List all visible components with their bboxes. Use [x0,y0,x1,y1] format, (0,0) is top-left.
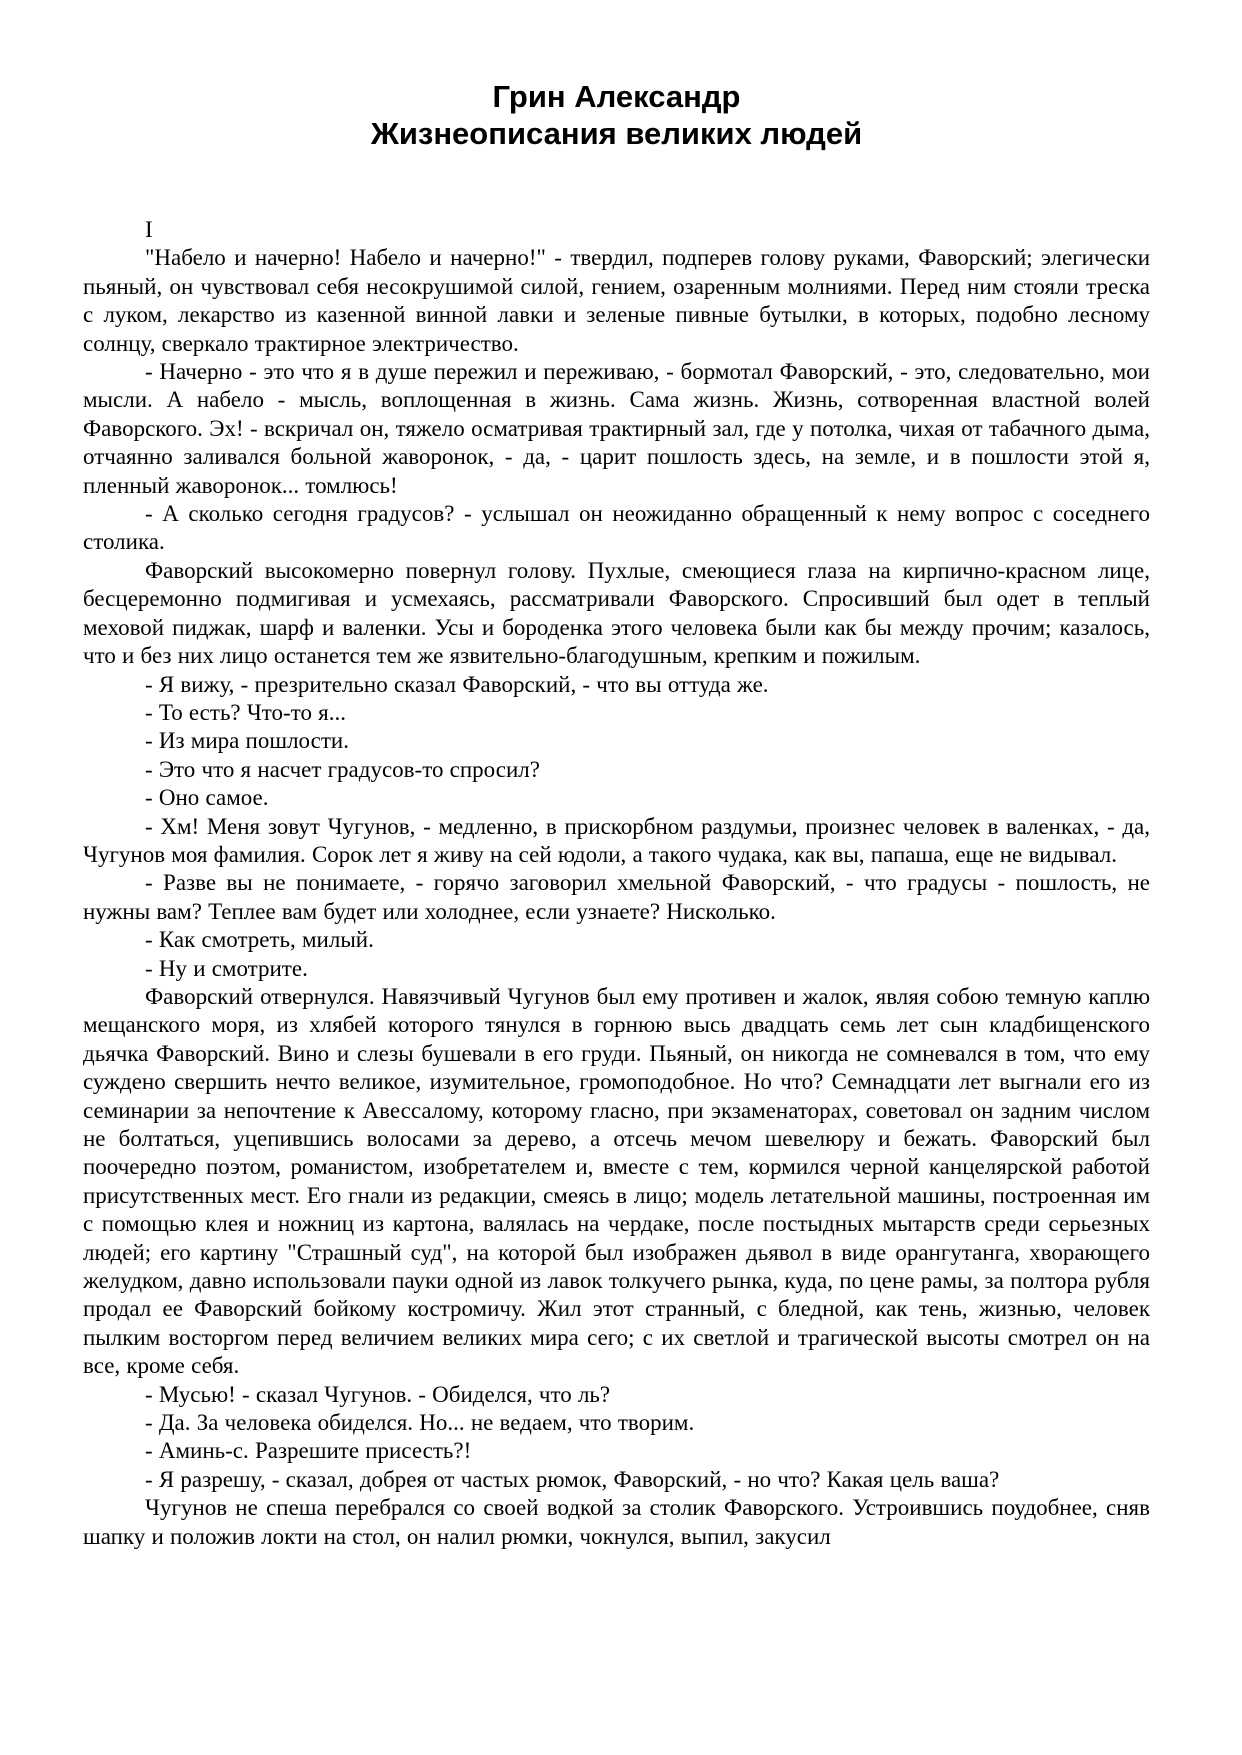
paragraph: - Я разрешу, - сказал, добрея от частых рюмок, Фаворский, - но что? Какая цель ваша? [145,1466,1000,1492]
document-title: Жизнеописания великих людей [370,116,863,151]
paragraph: - То есть? Что-то я... [145,699,346,725]
paragraph: - Ну и смотрите. [145,955,308,981]
paragraph: Чугунов не спеша перебрался со своей водкой за столик Фаворского. Устроившись поудобнее, сняв шапку и положив локти на стол, он налил рюмки, чокнулся, выпил, закусил [83,1495,1150,1549]
text-column [83,0,1150,1551]
paragraph: - Да. За человека обиделся. Но... не ведаем, что творим. [145,1410,695,1436]
paragraph: - Как смотреть, милый. [145,927,374,953]
document-author: Грин Александр [492,79,741,114]
paragraph: - Хм! Меня зовут Чугунов, - медленно, в прискорбном раздумьи, произнес человек в валенках, - да, Чугунов моя фамилия. Сорок лет я живу на сей юдоли, а такого чудака, как вы, папаша, еще не видывал. [83,813,1150,867]
paragraph: - Аминь-с. Разрешите присесть?! [145,1438,472,1464]
paragraph: - Мусью! - сказал Чугунов. - Обиделся, что ль? [145,1381,611,1407]
paragraph: - Это что я насчет градусов-то спросил? [145,756,540,782]
document-title-block [83,78,1150,152]
paragraph: - А сколько сегодня градусов? - услышал он неожиданно обращенный к нему вопрос с соседнего столика. [83,501,1150,555]
paragraph: - Из мира пошлости. [145,728,349,754]
paragraph: "Набело и начерно! Набело и начерно!" - твердил, подперев голову руками, Фаворский; элегически пьяный, он чувствовал себя несокрушимой силой, гением, озаренным молниями. Перед ним стояли треска с луком, лекарство из казенной винной лавки и зеленые пивные бутылки, в которых, подобно лесному солнцу, сверкало трактирное электричество. [83,245,1150,356]
paragraph: - Оно самое. [145,785,269,811]
paragraph: Фаворский высокомерно повернул голову. Пухлые, смеющиеся глаза на кирпично-красном лице, бесцеремонно подмигивая и усмехаясь, рассматривали Фаворского. Спросивший был одет в теплый меховой пиджак, шарф и валенки. Усы и бороденка этого человека были как бы между прочим; казалось, что и без них лицо останется тем же язвительно-благодушным, крепким и пожилым. [83,557,1150,669]
paragraph: Фаворский отвернулся. Навязчивый Чугунов был ему противен и жалок, являя собою темную каплю мещанского моря, из хлябей которого тянулся в горнюю высь двадцать семь лет сын кладбищенского дьячка Фаворский. Вино и слезы бушевали в его груди. Пьяный, он никогда не сомневался в том, что ему суждено свершить нечто великое, изумительное, громоподобное. Но что? Семнадцати лет выгнали его из семинарии за непочтение к Авессалому, которому гласно, при экзаменаторах, советовал он задним числом не болтаться, уцепившись волосами за дерево, а отсечь мечом шевелюру и бежать. Фаворский был поочередно поэтом, романистом, изобретателем и, вместе с тем, кормился черной канцелярской работой присутственных мест. Его гнали из редакции, смеясь в лицо; модель летательной машины, построенная им с помощью клея и ножниц из картона, валялась на чердаке, после постыдных мытарств среди серьезных людей; его картину "Страшный суд", на которой был изображен дьявол в виде орангутанга, хворающего желудком, давно использовали пауки одной из лавок толкучего рынка, куда, по цене рамы, за полтора рубля продал ее Фаворский бойкому костромичу. Жил этот странный, с бледной, как тень, жизнью, человек пылким восторгом перед величием великих мира сего; с их светлой и трагической высоты смотрел он на все, кроме себя. [83,983,1150,1379]
section-numeral: I [145,217,153,242]
paragraph: - Я вижу, - презрительно сказал Фаворский, - что вы оттуда же. [145,671,769,697]
paragraph: - Разве вы не понимаете, - горячо заговорил хмельной Фаворский, - что градусы - пошлость, не нужны вам? Теплее вам будет или холоднее, если узнаете? Нисколько. [83,870,1150,924]
paragraph: - Начерно - это что я в душе пережил и переживаю, - бормотал Фаворский, - это, следовательно, мои мысли. А набело - мысль, воплощенная в жизнь. Сама жизнь. Жизнь, сотворенная властной волей Фаворского. Эх! - вскричал он, тяжело осматривая трактирный зал, где у потолка, чихая от табачного дыма, отчаянно заливался больной жаворонок, - да, - царит пошлость здесь, на земле, и в пошлости этой я, пленный жаворонок... томлюсь! [83,359,1150,498]
body-text [83,216,1150,1551]
